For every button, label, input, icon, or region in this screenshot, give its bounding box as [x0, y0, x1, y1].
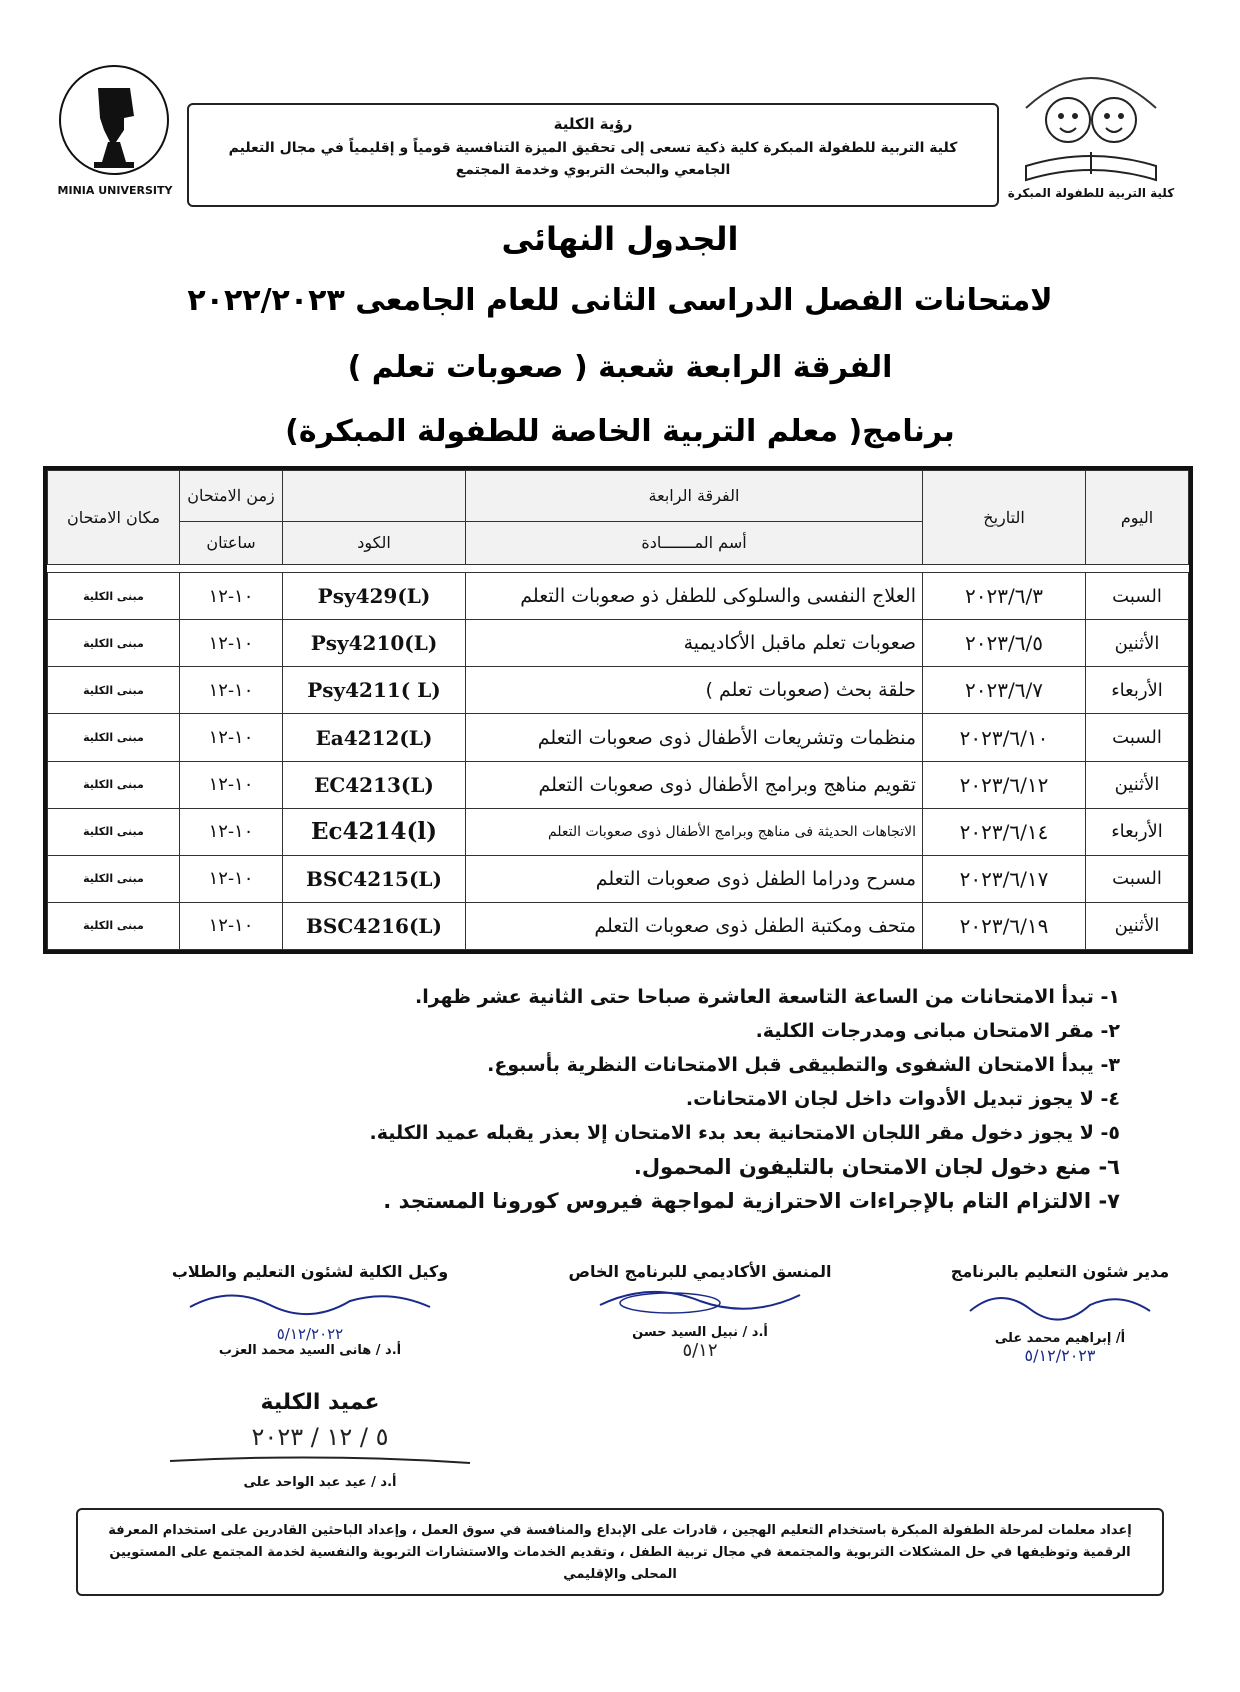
minia-university-logo [54, 58, 174, 208]
handwritten-signature-icon [960, 1281, 1160, 1327]
vice-dean-name: أ.د / هانى السيد محمد العزب [218, 1343, 402, 1358]
header-time-value: ساعتان [180, 521, 283, 565]
program-director-signature [930, 1262, 1190, 1365]
row-place: مبنى الكلية [48, 573, 180, 620]
row-date: ٢٠٢٣/٦/١٩ [923, 902, 1086, 949]
row-place: مبنى الكلية [48, 855, 180, 902]
row-subject: صعوبات تعلم ماقبل الأكاديمية [466, 620, 923, 667]
row-date: ٢٠٢٣/٦/١٧ [923, 855, 1086, 902]
row-place: مبنى الكلية [48, 761, 180, 808]
exam-schedule-table [43, 466, 1193, 954]
vice-dean-signature [140, 1262, 480, 1358]
program-title: برنامج( معلم التربية الخاصة للطفولة المبكرة) [285, 414, 955, 449]
minia-university-caption: MINIA UNIVERSITY [57, 184, 173, 197]
header-code: الكود [283, 521, 466, 565]
header-separator [48, 565, 1189, 573]
vice-dean-role: وكيل الكلية لشئون التعليم والطلاب [171, 1262, 449, 1281]
rule-item: ٣- يبدأ الامتحان الشفوى والتطبيقى قبل الامتحانات النظرية بأسبوع. [487, 1054, 1120, 1076]
vision-title: رؤية الكلية [553, 115, 633, 133]
header-date: التاريخ [923, 471, 1086, 565]
row-code: Ea4212(L) [283, 714, 466, 761]
row-code: Psy4210(L) [283, 620, 466, 667]
handwritten-signature-icon [590, 1281, 810, 1321]
rule-item: ٢- مقر الامتحان مبانى ومدرجات الكلية. [755, 1020, 1120, 1042]
row-code: BSC4215(L) [283, 855, 466, 902]
children-book-emblem-icon [1006, 48, 1176, 208]
rule-item: ٥- لا يجوز دخول مقر اللجان الامتحانية بعد بدء الامتحان إلا بعذر يقبله عميد الكلية. [369, 1122, 1120, 1144]
row-day: السبت [1086, 714, 1189, 761]
handwritten-date: ٥ / ١٢ / ٢٠٢٣ [251, 1423, 389, 1451]
schedule-title: الجدول النهائى [501, 220, 739, 258]
header-day: اليوم [1086, 471, 1189, 565]
handwritten-date: ٥/١٢/٢٠٢٢ [276, 1325, 344, 1343]
dean-name: أ.د / عيد عبد الواحد على [243, 1475, 397, 1490]
header-place: مكان الامتحان [48, 471, 180, 565]
header-time-title: زمن الامتحان [180, 471, 283, 522]
row-day: السبت [1086, 855, 1189, 902]
rule-item: ٧- الالتزام التام بالإجراءات الاحترازية لمواجهة فيروس كورونا المستجد . [383, 1189, 1120, 1213]
row-place: مبنى الكلية [48, 620, 180, 667]
row-date: ٢٠٢٣/٦/٧ [923, 667, 1086, 714]
rule-item: ١- تبدأ الامتحانات من الساعة التاسعة العاشرة صباحا حتى الثانية عشر ظهرا. [415, 986, 1120, 1008]
row-subject: العلاج النفسى والسلوكى للطفل ذو صعوبات التعلم [466, 573, 923, 620]
table-row [48, 855, 1189, 902]
row-time: ١٠-١٢ [180, 902, 283, 949]
row-subject: منظمات وتشريعات الأطفال ذوى صعوبات التعلم [466, 714, 923, 761]
faculty-vision-box [187, 103, 999, 207]
row-place: مبنى الكلية [48, 808, 180, 855]
program-director-name: أ/ إبراهيم محمد على [994, 1331, 1126, 1346]
faculty-logo-caption: كلية التربية للطفولة المبكرة [1007, 186, 1175, 200]
coordinator-name: أ.د / نبيل السيد حسن [632, 1325, 768, 1340]
row-code: BSC4216(L) [283, 902, 466, 949]
row-code: Psy4211( L) [283, 667, 466, 714]
row-date: ٢٠٢٣/٦/٣ [923, 573, 1086, 620]
handwritten-date: ٥/١٢/٢٠٢٣ [1024, 1346, 1096, 1365]
row-time: ١٠-١٢ [180, 714, 283, 761]
row-time: ١٠-١٢ [180, 761, 283, 808]
row-subject: حلقة بحث (صعوبات تعلم ) [466, 667, 923, 714]
row-subject: الاتجاهات الحديثة فى مناهج وبرامج الأطفال ذوى صعوبات التعلم [466, 808, 923, 855]
faculty-logo [1006, 48, 1176, 208]
table-row [48, 808, 1189, 855]
row-code: EC4213(L) [283, 761, 466, 808]
row-date: ٢٠٢٣/٦/١٠ [923, 714, 1086, 761]
faculty-mission-box [76, 1508, 1164, 1596]
row-subject: متحف ومكتبة الطفل ذوى صعوبات التعلم [466, 902, 923, 949]
dean-signature [150, 1390, 490, 1490]
handwritten-signature-icon [180, 1281, 440, 1321]
row-date: ٢٠٢٣/٦/١٢ [923, 761, 1086, 808]
row-day: السبت [1086, 573, 1189, 620]
dean-role: عميد الكلية [260, 1390, 380, 1415]
mission-text: إعداد معلمات لمرحلة الطفولة المبكرة باستخدام التعليم الهجين ، قادرات على الإبداع والمنافسة في سوق العمل ، وإعداد الباحثين القادرين على استخدام المعرفة الرقمية وتوظيفها في حل المشكلات التربوية والمجتمعة في مجال تربية الطفل ، وتقديم الخدمات والاستشارات التربوية والنفسية لخدمة المجتمع على المستويين المحلى والإقليمي [108, 1523, 1132, 1582]
header-subject: أسم المـــــــادة [466, 521, 923, 565]
row-date: ٢٠٢٣/٦/٥ [923, 620, 1086, 667]
row-code: Psy429(L) [283, 573, 466, 620]
table-row [48, 620, 1189, 667]
row-subject: مسرح ودراما الطفل ذوى صعوبات التعلم [466, 855, 923, 902]
row-time: ١٠-١٢ [180, 855, 283, 902]
handwritten-date: ٥/١٢ [682, 1340, 718, 1361]
exam-term-title: لامتحانات الفصل الدراسى الثانى للعام الجامعى ٢٠٢٢/٢٠٢٣ [187, 283, 1053, 318]
exam-rules-list [200, 980, 1120, 1218]
row-day: الأثنين [1086, 761, 1189, 808]
row-subject: تقويم مناهج وبرامج الأطفال ذوى صعوبات التعلم [466, 761, 923, 808]
row-day: الأثنين [1086, 902, 1189, 949]
table-row [48, 714, 1189, 761]
row-date: ٢٠٢٣/٦/١٤ [923, 808, 1086, 855]
coordinator-signature [560, 1262, 840, 1361]
row-time: ١٠-١٢ [180, 808, 283, 855]
row-place: مبنى الكلية [48, 714, 180, 761]
row-time: ١٠-١٢ [180, 667, 283, 714]
row-time: ١٠-١٢ [180, 620, 283, 667]
program-director-role: مدير شئون التعليم بالبرنامج [950, 1262, 1170, 1281]
table-row [48, 573, 1189, 620]
header-group: الفرقة الرابعة [466, 471, 923, 522]
rule-item: ٤- لا يجوز تبديل الأدوات داخل لجان الامتحانات. [685, 1088, 1120, 1110]
row-code: Ec4214(l) [283, 808, 466, 855]
header-code-blank [283, 471, 466, 522]
table-row [48, 902, 1189, 949]
table-row [48, 667, 1189, 714]
row-time: ١٠-١٢ [180, 573, 283, 620]
row-place: مبنى الكلية [48, 902, 180, 949]
group-title: الفرقة الرابعة شعبة ( صعوبات تعلم ) [347, 350, 893, 385]
table-row [48, 761, 1189, 808]
handwritten-underline-icon [160, 1451, 480, 1471]
coordinator-role: المنسق الأكاديمي للبرنامج الخاص [568, 1262, 832, 1281]
row-day: الأثنين [1086, 620, 1189, 667]
row-day: الأربعاء [1086, 667, 1189, 714]
rule-item: ٦- منع دخول لجان الامتحان بالتليفون المحمول. [633, 1155, 1120, 1179]
row-day: الأربعاء [1086, 808, 1189, 855]
row-place: مبنى الكلية [48, 667, 180, 714]
vision-text: كلية التربية للطفولة المبكرة كلية ذكية تسعى إلى تحقيق الميزة التنافسية قومياً و إقليمياً في مجال التعليم الجامعي والبحث التربوي وخدمة المجتمع [228, 140, 958, 178]
